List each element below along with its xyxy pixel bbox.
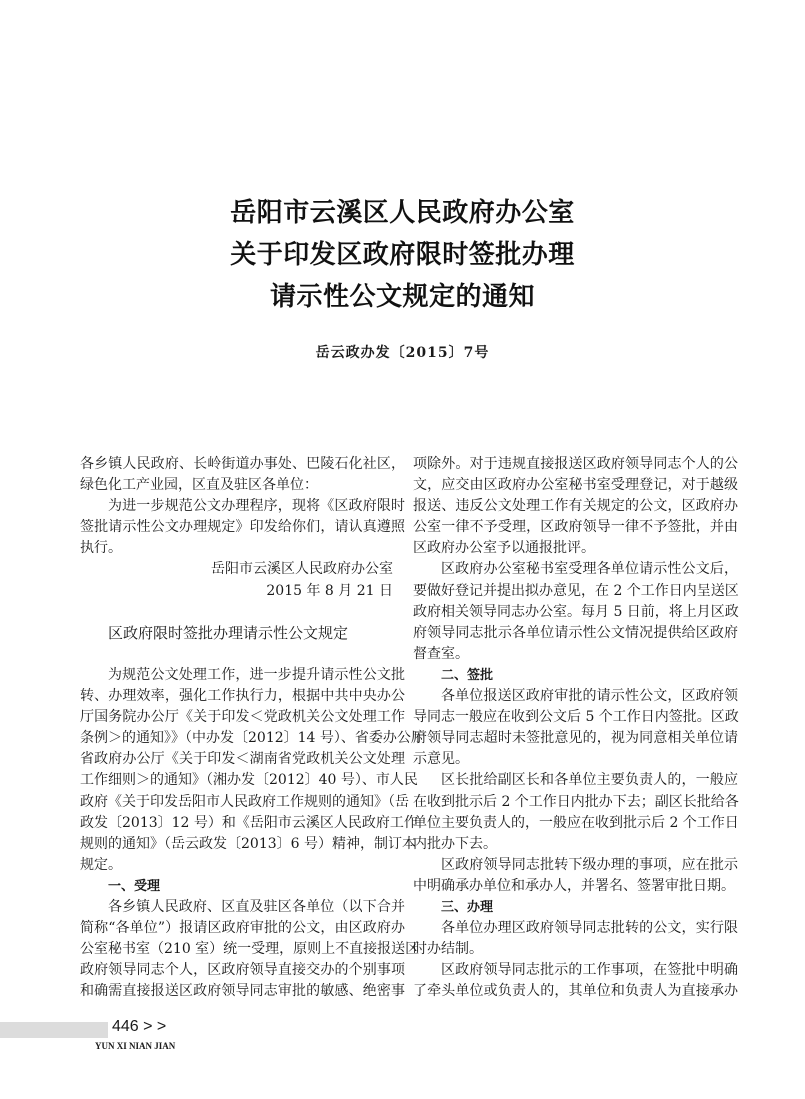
text-line: 为规范公文处理工作，进一步提升请示性公文批	[108, 666, 405, 683]
text-line: 区政府办公室秘书室受理各单位请示性公文后，	[441, 561, 738, 578]
text-line: 报送、违反公文处理工作有关规定的公文，区政府办	[413, 498, 738, 515]
text-line: 规则的通知》（岳云政发〔2013〕6 号）精神，制订本	[80, 835, 416, 852]
publication-name: YUN XI NIAN JIAN	[95, 1041, 176, 1051]
text-line: 了牵头单位或负责人的，其单位和负责人为直接承办	[413, 983, 738, 1000]
document-title	[0, 192, 805, 318]
text-line: 区长批给副区长和各单位主要负责人的，一般应	[441, 772, 738, 789]
right-column	[413, 454, 738, 1002]
text-line: 时办结制。	[413, 941, 483, 958]
spacer	[80, 644, 405, 665]
text-line: 政发〔2013〕12 号）和《岳阳市云溪区人民政府工作	[80, 814, 418, 831]
text-line: 区政府办公室予以通报批评。	[413, 540, 595, 557]
text-line: 区政府限时签批办理请示性公文规定	[108, 623, 349, 642]
text-line: 区政府领导同志批转下级办理的事项，应在批示	[441, 856, 738, 873]
text-line: 政府《关于印发岳阳市人民政府工作规则的通知》（岳	[80, 793, 409, 810]
spacer	[80, 602, 405, 623]
text-line: 各乡镇人民政府、区直及驻区各单位（以下合并	[108, 898, 405, 915]
paragraph	[80, 665, 425, 876]
text-line: 在收到批示后 2 个工作日内批办下去；副区长批给各	[413, 793, 739, 810]
text-line: 工作细则＞的通知》（湘办发〔2012〕40 号）、市人民	[80, 772, 418, 789]
section-heading	[80, 876, 405, 897]
text-line: 中明确承办单位和承办人，并署名、签署审批日期。	[413, 877, 735, 894]
left-column	[80, 454, 425, 1002]
signature-block	[80, 559, 405, 601]
text-line: 各乡镇人民政府、长岭街道办事处、巴陵石化社区，	[80, 456, 405, 472]
text-line: 文，应交由区政府办公室秘书室受理登记，对于越级	[413, 477, 738, 494]
paragraph	[413, 855, 738, 897]
text-line: 签批请示性公文办理规定》印发给你们，请认真遵照	[80, 519, 405, 536]
paragraph	[413, 686, 738, 770]
document-number: 岳云政办发〔2015〕7号	[315, 345, 490, 361]
paragraph	[413, 960, 738, 1002]
text-line: 厅国务院办公厅《关于印发＜党政机关公文处理工作	[80, 709, 405, 726]
section-heading	[413, 897, 738, 918]
paragraph	[80, 454, 405, 496]
text-line: 简称“各单位”）报请区政府审批的公文，由区政府办	[80, 920, 405, 937]
paragraph	[80, 897, 420, 1002]
text-line: 要做好登记并提出拟办意见，在 2 个工作日内呈送区	[413, 582, 739, 599]
text-line: 为进一步规范公文办理程序，现将《区政府限时	[108, 498, 405, 515]
text-line: 公室一律不予受理，区政府领导一律不予签批，并由	[413, 519, 738, 536]
text-line: 2015 年 8 月 21 日	[266, 582, 393, 599]
paragraph	[413, 770, 738, 854]
text-line: 三、办理	[441, 899, 494, 915]
text-line: 省政府办公厅《关于印发＜湖南省党政机关公文处理	[80, 751, 405, 768]
text-line: 导同志一般应在收到公文后 5 个工作日内签批。区政	[413, 709, 739, 726]
text-line: 区政府领导同志批示的工作事项，在签批中明确	[441, 962, 738, 979]
text-line: 转、办理效率，强化工作执行力，根据中共中央办公	[80, 688, 405, 705]
text-line: 府领导同志批示各单位请示性公文情况提供给区政府	[413, 624, 738, 641]
text-line: 一、受理	[108, 878, 161, 894]
text-line: 二、签批	[441, 667, 494, 683]
text-line: 规定。	[80, 856, 122, 873]
text-line: 绿色化工产业园，区直及驻区各单位：	[80, 477, 318, 494]
paragraph	[413, 454, 738, 559]
text-line: 督查室。	[413, 645, 469, 662]
text-line: 执行。	[80, 540, 122, 557]
text-line: 府领导同志超时未签批意见的，视为同意相关单位请	[413, 730, 738, 747]
text-line: 各单位办理区政府领导同志批转的公文，实行限	[441, 920, 738, 937]
text-line: 内批办下去。	[413, 835, 497, 852]
title-line: 关于印发区政府限时签批办理	[230, 240, 575, 270]
regulation-title	[80, 623, 405, 644]
title-line: 岳阳市云溪区人民政府办公室	[230, 198, 575, 228]
text-line: 单位主要负责人的，一般应在收到批示后 2 个工作日	[413, 814, 739, 831]
page-number: 446 > >	[112, 1018, 167, 1035]
text-line: 岳阳市云溪区人民政府办公室	[211, 561, 393, 578]
paragraph	[413, 559, 738, 664]
text-line: 示意见。	[413, 751, 469, 768]
paragraph	[80, 496, 405, 559]
title-line: 请示性公文规定的通知	[269, 282, 535, 312]
text-line: 政府领导同志个人，区政府领导直接交办的个别事项	[80, 962, 405, 979]
text-line: 项除外。对于违规直接报送区政府领导同志个人的公	[413, 456, 738, 472]
text-line: 政府相关领导同志办公室。每月 5 日前，将上月区政	[413, 603, 739, 620]
section-heading	[413, 665, 738, 686]
text-line: 和确需直接报送区政府领导同志审批的敏感、绝密事	[80, 983, 405, 1000]
text-line: 各单位报送区政府审批的请示性公文，区政府领	[441, 688, 738, 705]
footer-bar	[0, 1022, 108, 1038]
text-line: 公室秘书室（210 室）统一受理，原则上不直接报送区	[80, 941, 420, 958]
text-line: 条例＞的通知》》（中办发〔2012〕14 号）、省委办公厅	[80, 730, 425, 747]
paragraph	[413, 918, 738, 960]
